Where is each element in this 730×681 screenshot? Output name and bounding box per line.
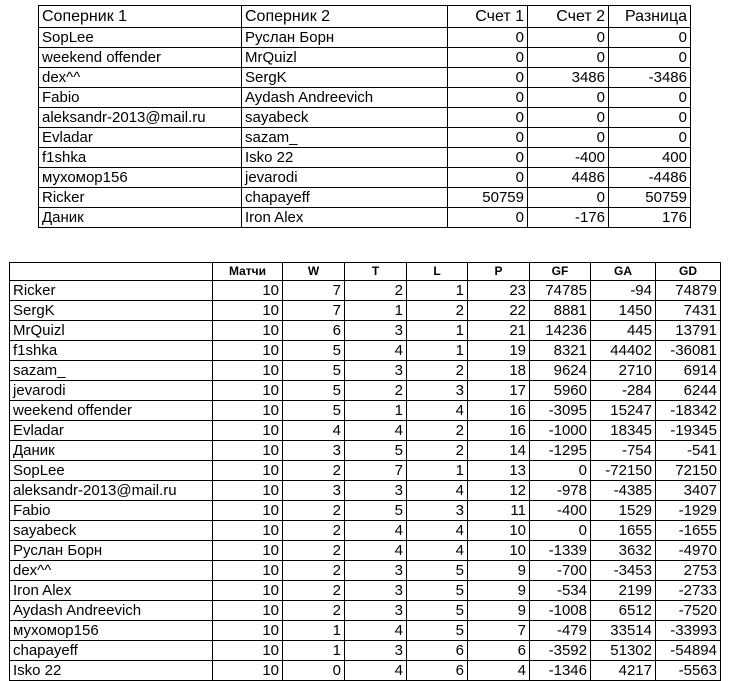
matches-header-player2: Соперник 2 <box>242 6 448 28</box>
player-cell: jevarodi <box>10 381 213 401</box>
matches-cell: 10 <box>213 441 283 461</box>
wins-cell: 7 <box>283 301 345 321</box>
diff-cell: 0 <box>609 48 691 68</box>
wins-cell: 3 <box>283 441 345 461</box>
standings-header-player <box>10 263 213 281</box>
score2-cell: 4486 <box>528 168 609 188</box>
player1-cell: SopLee <box>39 28 242 48</box>
gf-cell: 5960 <box>530 381 591 401</box>
match-row <box>39 148 691 168</box>
score1-cell: 0 <box>448 128 528 148</box>
gf-cell: -534 <box>530 581 591 601</box>
ties-cell: 2 <box>345 381 407 401</box>
player-cell: weekend offender <box>10 401 213 421</box>
matches-cell: 10 <box>213 641 283 661</box>
player2-cell: Iron Alex <box>242 208 448 228</box>
standings-row <box>10 501 721 521</box>
ties-cell: 3 <box>345 581 407 601</box>
score2-cell: 0 <box>528 88 609 108</box>
gf-cell: 0 <box>530 521 591 541</box>
player-cell: chapayeff <box>10 641 213 661</box>
gf-cell: 8321 <box>530 341 591 361</box>
gf-cell: -1295 <box>530 441 591 461</box>
score2-cell: -400 <box>528 148 609 168</box>
points-cell: 6 <box>468 641 530 661</box>
losses-cell: 4 <box>407 401 468 421</box>
losses-cell: 3 <box>407 501 468 521</box>
standings-row <box>10 641 721 661</box>
score2-cell: 0 <box>528 48 609 68</box>
ga-cell: 18345 <box>591 421 656 441</box>
standings-row <box>10 441 721 461</box>
points-cell: 16 <box>468 421 530 441</box>
ga-cell: 51302 <box>591 641 656 661</box>
ga-cell: -72150 <box>591 461 656 481</box>
player2-cell: chapayeff <box>242 188 448 208</box>
matches-cell: 10 <box>213 381 283 401</box>
points-cell: 14 <box>468 441 530 461</box>
player2-cell: MrQuizl <box>242 48 448 68</box>
losses-cell: 4 <box>407 481 468 501</box>
player2-cell: SergK <box>242 68 448 88</box>
ties-cell: 4 <box>345 341 407 361</box>
wins-cell: 2 <box>283 561 345 581</box>
player-cell: Ricker <box>10 281 213 301</box>
gd-cell: 2753 <box>656 561 721 581</box>
player-cell: Isko 22 <box>10 661 213 681</box>
standings-row <box>10 621 721 641</box>
gd-cell: -1929 <box>656 501 721 521</box>
player-cell: aleksandr-2013@mail.ru <box>10 481 213 501</box>
player2-cell: Руслан Борн <box>242 28 448 48</box>
wins-cell: 2 <box>283 541 345 561</box>
losses-cell: 6 <box>407 641 468 661</box>
wins-cell: 2 <box>283 461 345 481</box>
matches-cell: 10 <box>213 341 283 361</box>
ga-cell: 3632 <box>591 541 656 561</box>
score2-cell: -176 <box>528 208 609 228</box>
match-row <box>39 28 691 48</box>
wins-cell: 0 <box>283 661 345 681</box>
ties-cell: 4 <box>345 621 407 641</box>
losses-cell: 1 <box>407 321 468 341</box>
points-cell: 19 <box>468 341 530 361</box>
diff-cell: 0 <box>609 128 691 148</box>
standings-row <box>10 581 721 601</box>
ties-cell: 3 <box>345 601 407 621</box>
wins-cell: 1 <box>283 621 345 641</box>
points-cell: 10 <box>468 521 530 541</box>
player-cell: sayabeck <box>10 521 213 541</box>
ga-cell: 2710 <box>591 361 656 381</box>
matches-cell: 10 <box>213 301 283 321</box>
player1-cell: Даник <box>39 208 242 228</box>
matches-cell: 10 <box>213 501 283 521</box>
points-cell: 9 <box>468 601 530 621</box>
match-row <box>39 208 691 228</box>
diff-cell: 400 <box>609 148 691 168</box>
points-cell: 23 <box>468 281 530 301</box>
player-cell: Даник <box>10 441 213 461</box>
player2-cell: jevarodi <box>242 168 448 188</box>
player-cell: Aydash Andreevich <box>10 601 213 621</box>
ties-cell: 4 <box>345 541 407 561</box>
gd-cell: -19345 <box>656 421 721 441</box>
player-cell: f1shka <box>10 341 213 361</box>
matches-cell: 10 <box>213 561 283 581</box>
gd-cell: 72150 <box>656 461 721 481</box>
matches-cell: 10 <box>213 421 283 441</box>
points-cell: 9 <box>468 561 530 581</box>
player-cell: dex^^ <box>10 561 213 581</box>
match-row <box>39 128 691 148</box>
points-cell: 16 <box>468 401 530 421</box>
losses-cell: 1 <box>407 281 468 301</box>
score1-cell: 0 <box>448 88 528 108</box>
standings-header-t: T <box>345 263 407 281</box>
standings-header-matches: Матчи <box>213 263 283 281</box>
score2-cell: 0 <box>528 128 609 148</box>
standings-row <box>10 321 721 341</box>
player-cell: SopLee <box>10 461 213 481</box>
player-cell: SergK <box>10 301 213 321</box>
standings-header-gd: GD <box>656 263 721 281</box>
ga-cell: 44402 <box>591 341 656 361</box>
score2-cell: 0 <box>528 28 609 48</box>
standings-header-row <box>10 263 721 281</box>
gd-cell: -4970 <box>656 541 721 561</box>
wins-cell: 1 <box>283 641 345 661</box>
losses-cell: 1 <box>407 461 468 481</box>
losses-cell: 2 <box>407 441 468 461</box>
wins-cell: 5 <box>283 361 345 381</box>
player-cell: Evladar <box>10 421 213 441</box>
gf-cell: -1346 <box>530 661 591 681</box>
matches-cell: 10 <box>213 461 283 481</box>
points-cell: 10 <box>468 541 530 561</box>
player2-cell: Aydash Andreevich <box>242 88 448 108</box>
wins-cell: 7 <box>283 281 345 301</box>
losses-cell: 2 <box>407 361 468 381</box>
gf-cell: -1000 <box>530 421 591 441</box>
gf-cell: 14236 <box>530 321 591 341</box>
standings-row <box>10 381 721 401</box>
player1-cell: Fabio <box>39 88 242 108</box>
standings-row <box>10 561 721 581</box>
player1-cell: мухомор156 <box>39 168 242 188</box>
matches-cell: 10 <box>213 621 283 641</box>
matches-cell: 10 <box>213 581 283 601</box>
player-cell: sazam_ <box>10 361 213 381</box>
gd-cell: 6914 <box>656 361 721 381</box>
gd-cell: 3407 <box>656 481 721 501</box>
diff-cell: -4486 <box>609 168 691 188</box>
gf-cell: -700 <box>530 561 591 581</box>
standings-header-w: W <box>283 263 345 281</box>
standings-row <box>10 301 721 321</box>
points-cell: 21 <box>468 321 530 341</box>
losses-cell: 3 <box>407 381 468 401</box>
ties-cell: 5 <box>345 501 407 521</box>
ties-cell: 4 <box>345 421 407 441</box>
gd-cell: 13791 <box>656 321 721 341</box>
gd-cell: -1655 <box>656 521 721 541</box>
gf-cell: -3592 <box>530 641 591 661</box>
losses-cell: 1 <box>407 341 468 361</box>
matches-cell: 10 <box>213 481 283 501</box>
score1-cell: 0 <box>448 108 528 128</box>
player1-cell: Evladar <box>39 128 242 148</box>
matches-cell: 10 <box>213 321 283 341</box>
player-cell: мухомор156 <box>10 621 213 641</box>
gf-cell: 8881 <box>530 301 591 321</box>
score1-cell: 0 <box>448 48 528 68</box>
ga-cell: 4217 <box>591 661 656 681</box>
gf-cell: 74785 <box>530 281 591 301</box>
wins-cell: 5 <box>283 401 345 421</box>
standings-row <box>10 361 721 381</box>
losses-cell: 2 <box>407 421 468 441</box>
player1-cell: weekend offender <box>39 48 242 68</box>
wins-cell: 2 <box>283 501 345 521</box>
score1-cell: 50759 <box>448 188 528 208</box>
points-cell: 13 <box>468 461 530 481</box>
wins-cell: 6 <box>283 321 345 341</box>
points-cell: 11 <box>468 501 530 521</box>
wins-cell: 2 <box>283 601 345 621</box>
standings-row <box>10 601 721 621</box>
diff-cell: 176 <box>609 208 691 228</box>
wins-cell: 5 <box>283 341 345 361</box>
points-cell: 18 <box>468 361 530 381</box>
standings-header-p: P <box>468 263 530 281</box>
gd-cell: -2733 <box>656 581 721 601</box>
gf-cell: -1008 <box>530 601 591 621</box>
match-row <box>39 68 691 88</box>
ties-cell: 4 <box>345 661 407 681</box>
ties-cell: 3 <box>345 361 407 381</box>
matches-cell: 10 <box>213 521 283 541</box>
standings-row <box>10 401 721 421</box>
losses-cell: 2 <box>407 301 468 321</box>
gd-cell: 74879 <box>656 281 721 301</box>
ties-cell: 7 <box>345 461 407 481</box>
ties-cell: 3 <box>345 641 407 661</box>
losses-cell: 5 <box>407 621 468 641</box>
ties-cell: 1 <box>345 401 407 421</box>
wins-cell: 2 <box>283 521 345 541</box>
matches-header-score2: Счет 2 <box>528 6 609 28</box>
score1-cell: 0 <box>448 208 528 228</box>
matches-cell: 10 <box>213 601 283 621</box>
gf-cell: -479 <box>530 621 591 641</box>
player1-cell: aleksandr-2013@mail.ru <box>39 108 242 128</box>
ties-cell: 1 <box>345 301 407 321</box>
score2-cell: 0 <box>528 188 609 208</box>
match-row <box>39 168 691 188</box>
gd-cell: 6244 <box>656 381 721 401</box>
gd-cell: -36081 <box>656 341 721 361</box>
standings-row <box>10 661 721 681</box>
ties-cell: 5 <box>345 441 407 461</box>
gf-cell: -1339 <box>530 541 591 561</box>
standings-row <box>10 421 721 441</box>
player1-cell: dex^^ <box>39 68 242 88</box>
standings-row <box>10 481 721 501</box>
points-cell: 12 <box>468 481 530 501</box>
standings-row <box>10 281 721 301</box>
match-row <box>39 48 691 68</box>
points-cell: 7 <box>468 621 530 641</box>
score2-cell: 3486 <box>528 68 609 88</box>
player-cell: Iron Alex <box>10 581 213 601</box>
matches-cell: 10 <box>213 661 283 681</box>
matches-header-score1: Счет 1 <box>448 6 528 28</box>
matches-table <box>38 5 691 228</box>
losses-cell: 6 <box>407 661 468 681</box>
standings-row <box>10 521 721 541</box>
score1-cell: 0 <box>448 148 528 168</box>
gd-cell: -33993 <box>656 621 721 641</box>
gf-cell: 9624 <box>530 361 591 381</box>
match-row <box>39 108 691 128</box>
ga-cell: 6512 <box>591 601 656 621</box>
points-cell: 17 <box>468 381 530 401</box>
ga-cell: -94 <box>591 281 656 301</box>
player2-cell: sazam_ <box>242 128 448 148</box>
losses-cell: 4 <box>407 521 468 541</box>
score2-cell: 0 <box>528 108 609 128</box>
gd-cell: -54894 <box>656 641 721 661</box>
player-cell: MrQuizl <box>10 321 213 341</box>
ga-cell: 445 <box>591 321 656 341</box>
diff-cell: 0 <box>609 108 691 128</box>
matches-cell: 10 <box>213 541 283 561</box>
matches-cell: 10 <box>213 281 283 301</box>
points-cell: 4 <box>468 661 530 681</box>
ga-cell: 1450 <box>591 301 656 321</box>
matches-header-player1: Соперник 1 <box>39 6 242 28</box>
ties-cell: 3 <box>345 481 407 501</box>
ga-cell: -754 <box>591 441 656 461</box>
gd-cell: -18342 <box>656 401 721 421</box>
ga-cell: -284 <box>591 381 656 401</box>
points-cell: 9 <box>468 581 530 601</box>
losses-cell: 4 <box>407 541 468 561</box>
gd-cell: -5563 <box>656 661 721 681</box>
ties-cell: 3 <box>345 561 407 581</box>
gd-cell: -7520 <box>656 601 721 621</box>
standings-row <box>10 461 721 481</box>
diff-cell: -3486 <box>609 68 691 88</box>
player-cell: Fabio <box>10 501 213 521</box>
gf-cell: -3095 <box>530 401 591 421</box>
diff-cell: 0 <box>609 28 691 48</box>
matches-cell: 10 <box>213 361 283 381</box>
player2-cell: Isko 22 <box>242 148 448 168</box>
standings-header-ga: GA <box>591 263 656 281</box>
player-cell: Руслан Борн <box>10 541 213 561</box>
ga-cell: 15247 <box>591 401 656 421</box>
score1-cell: 0 <box>448 28 528 48</box>
score1-cell: 0 <box>448 168 528 188</box>
ga-cell: -3453 <box>591 561 656 581</box>
player1-cell: f1shka <box>39 148 242 168</box>
ga-cell: 1529 <box>591 501 656 521</box>
gf-cell: -978 <box>530 481 591 501</box>
player2-cell: sayabeck <box>242 108 448 128</box>
gd-cell: -541 <box>656 441 721 461</box>
standings-row <box>10 541 721 561</box>
match-row <box>39 188 691 208</box>
losses-cell: 5 <box>407 561 468 581</box>
diff-cell: 0 <box>609 88 691 108</box>
wins-cell: 2 <box>283 581 345 601</box>
diff-cell: 50759 <box>609 188 691 208</box>
standings-header-gf: GF <box>530 263 591 281</box>
gf-cell: -400 <box>530 501 591 521</box>
standings-row <box>10 341 721 361</box>
match-row <box>39 88 691 108</box>
wins-cell: 4 <box>283 421 345 441</box>
matches-header-diff: Разница <box>609 6 691 28</box>
gf-cell: 0 <box>530 461 591 481</box>
losses-cell: 5 <box>407 601 468 621</box>
ga-cell: 1655 <box>591 521 656 541</box>
wins-cell: 3 <box>283 481 345 501</box>
gd-cell: 7431 <box>656 301 721 321</box>
ga-cell: 2199 <box>591 581 656 601</box>
ties-cell: 3 <box>345 321 407 341</box>
standings-header-l: L <box>407 263 468 281</box>
losses-cell: 5 <box>407 581 468 601</box>
matches-header-row <box>39 6 691 28</box>
points-cell: 22 <box>468 301 530 321</box>
wins-cell: 5 <box>283 381 345 401</box>
score1-cell: 0 <box>448 68 528 88</box>
ties-cell: 4 <box>345 521 407 541</box>
ties-cell: 2 <box>345 281 407 301</box>
standings-table <box>9 262 721 681</box>
matches-cell: 10 <box>213 401 283 421</box>
ga-cell: 33514 <box>591 621 656 641</box>
ga-cell: -4385 <box>591 481 656 501</box>
player1-cell: Ricker <box>39 188 242 208</box>
